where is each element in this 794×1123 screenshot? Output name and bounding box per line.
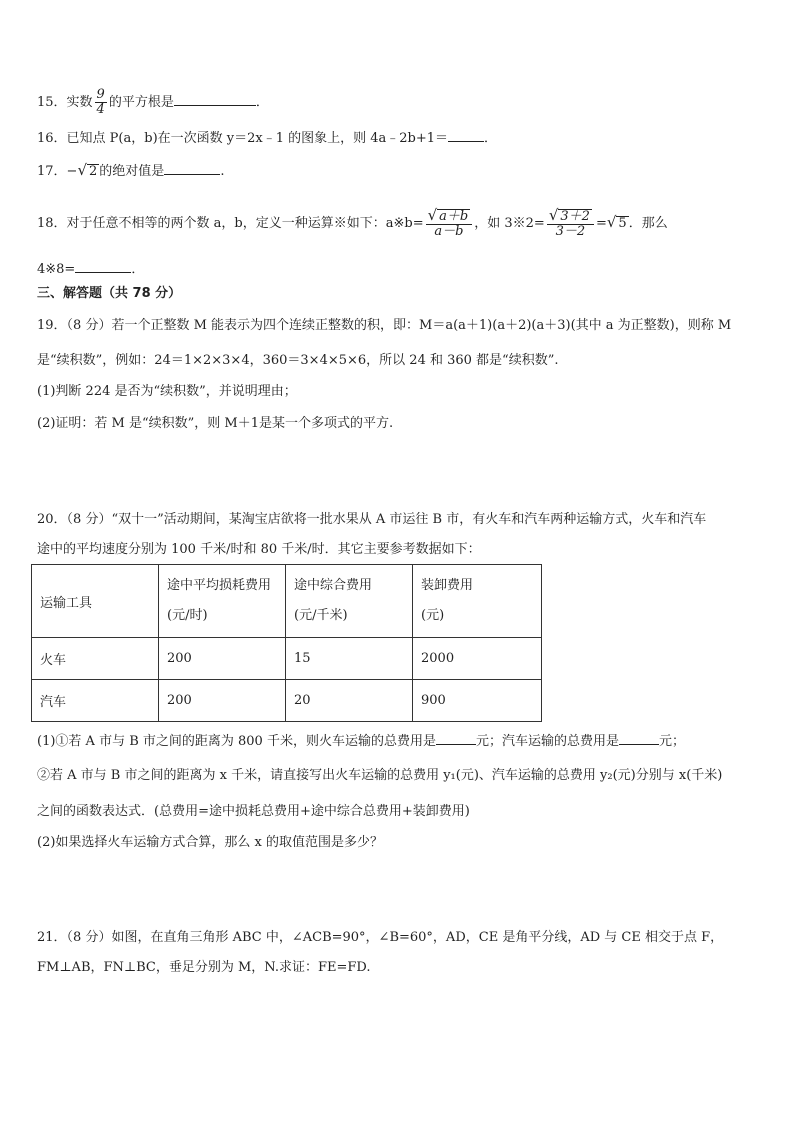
table-cell: 15: [286, 638, 413, 680]
q18-prefix: 18．对于任意不相等的两个数 a，b，定义一种运算※如下：a※b=: [37, 216, 424, 231]
transport-cost-table: [31, 564, 542, 722]
q17-radicand: 2: [89, 164, 98, 179]
q19-line2: 是“续积数”，例如：24＝1×2×3×4，360＝3×4×5×6，所以 24 和 360 都是“续积数”.: [37, 353, 559, 368]
q20-p1-c: 元；: [658, 734, 685, 749]
q20-line1: 20．（8 分）“双十一”活动期间，某淘宝店欲将一批水果从 A 市运往 B 市，有火车和汽车两种运输方式，火车和汽车: [37, 512, 707, 527]
q15-answer-blank[interactable]: [174, 91, 256, 106]
q18-period: ．: [131, 262, 145, 277]
table-cell: 20: [286, 680, 413, 722]
header-comprehensive-unit: (元/千米): [294, 608, 348, 623]
table-header-cell: [159, 565, 286, 638]
train-cost-blank[interactable]: [436, 730, 476, 745]
q16-text: 16．已知点 P(a，b)在一次函数 y＝2x﹣1 的图象上，则 4a﹣2b+1＝: [37, 131, 449, 146]
q15-suffix: 的平方根是: [108, 95, 174, 110]
q18-mid: ，如 3※2=: [474, 216, 545, 231]
table-header-row: [32, 565, 542, 638]
question-15: [37, 88, 269, 117]
q20-part1-2-line2: 之间的函数表达式．(总费用=途中损耗总费用+途中综合总费用+装卸费用): [37, 804, 470, 819]
q20-p1-a: (1)①若 A 市与 B 市之间的距离为 800 千米，则火车运输的总费用是: [37, 734, 436, 749]
table-header-cell: [32, 565, 159, 638]
table-cell: 2000: [413, 638, 542, 680]
q20-part2: (2)如果选择火车运输方式合算，那么 x 的取值范围是多少？: [37, 835, 384, 850]
q17-answer-blank[interactable]: [164, 160, 220, 175]
q20-part1: [37, 730, 685, 752]
q17-prefix: 17．: [37, 164, 67, 179]
q20-part1-2-line1: ②若 A 市与 B 市之间的距离为 x 千米，请直接写出火车运输的总费用 y₁(元)、汽车运输的总费用 y₂(元)分别与 x(千米): [37, 768, 723, 783]
header-loading: 装卸费用: [421, 578, 474, 593]
sqrt-icon: √: [548, 206, 559, 224]
q15-frac-num: 9: [96, 87, 105, 102]
header-loss-unit: (元/时): [167, 608, 208, 623]
q16-period: ．: [484, 131, 498, 146]
table-row: [32, 680, 542, 722]
q17-suffix: 的绝对值是: [99, 164, 165, 179]
q18-ex-den: 3－2: [555, 224, 586, 239]
q15-frac-den: 4: [96, 102, 105, 117]
header-comprehensive: 途中综合费用: [294, 578, 373, 593]
q18-suffix: ．那么: [628, 216, 668, 231]
header-loss: 途中平均损耗费用: [167, 578, 272, 593]
q18-def-den: a－b: [434, 224, 464, 239]
table-cell: 900: [413, 680, 542, 722]
q15-prefix: 15．实数: [37, 95, 93, 110]
question-16: [37, 127, 497, 149]
header-loading-unit: (元): [421, 608, 445, 623]
q17-neg-sign: −: [66, 164, 78, 179]
sqrt-icon: √: [606, 213, 617, 231]
q17-period: .: [220, 164, 225, 179]
q18-ex-num: [547, 208, 594, 225]
q19-part1: (1)判断 224 是否为“续积数”，并说明理由；: [37, 384, 297, 399]
q21-line1: 21．（8 分）如图，在直角三角形 ABC 中，∠ACB=90°，∠B=60°，AD，CE 是角平分线，AD 与 CE 相交于点 F，: [37, 930, 724, 945]
sqrt-icon: √: [427, 206, 438, 224]
q16-answer-blank[interactable]: [448, 127, 484, 142]
q18-equals: =: [595, 216, 607, 231]
question-17: [37, 160, 224, 182]
header-tool: 运输工具: [40, 595, 93, 611]
section-3-title: 三、解答题（共 78 分）: [37, 286, 182, 301]
q15-fraction: [95, 88, 107, 117]
question-18: [37, 208, 668, 239]
question-18-line2: [37, 258, 144, 280]
sqrt-icon: √: [77, 161, 88, 179]
q18-result-radicand: 5: [618, 216, 627, 231]
table-header-cell: [413, 565, 542, 638]
table-cell: 200: [159, 680, 286, 722]
car-cost-blank[interactable]: [619, 730, 659, 745]
table-cell: 火车: [32, 638, 159, 680]
q15-period: ．: [255, 95, 269, 110]
q19-line1: 19．（8 分）若一个正整数 M 能表示为四个连续正整数的积，即：M＝a(a＋1)(a＋2)(a＋3)(其中 a 为正整数)，则称 M: [37, 318, 732, 333]
q21-line2: FM⊥AB，FN⊥BC，垂足分别为 M，N.求证：FE=FD.: [37, 960, 371, 975]
table-cell: 汽车: [32, 680, 159, 722]
q18-def-fraction: [426, 208, 473, 239]
q19-part2: (2)证明：若 M 是“续积数”，则 M＋1是某一个多项式的平方.: [37, 416, 394, 431]
q18-def-radicand: a＋b: [439, 209, 469, 224]
table-header-cell: [286, 565, 413, 638]
q20-line2: 途中的平均速度分别为 100 千米/时和 80 千米/时．其它主要参考数据如下：: [37, 542, 481, 557]
table-row: [32, 638, 542, 680]
q18-ex-radicand: 3＋2: [560, 209, 590, 224]
table-cell: 200: [159, 638, 286, 680]
q18-answer-blank[interactable]: [75, 258, 131, 273]
q18-ex-fraction: [547, 208, 594, 239]
q20-p1-b: 元；汽车运输的总费用是: [475, 734, 619, 749]
q18-def-num: [426, 208, 473, 225]
q18-line2-text: 4※8=: [37, 262, 76, 277]
